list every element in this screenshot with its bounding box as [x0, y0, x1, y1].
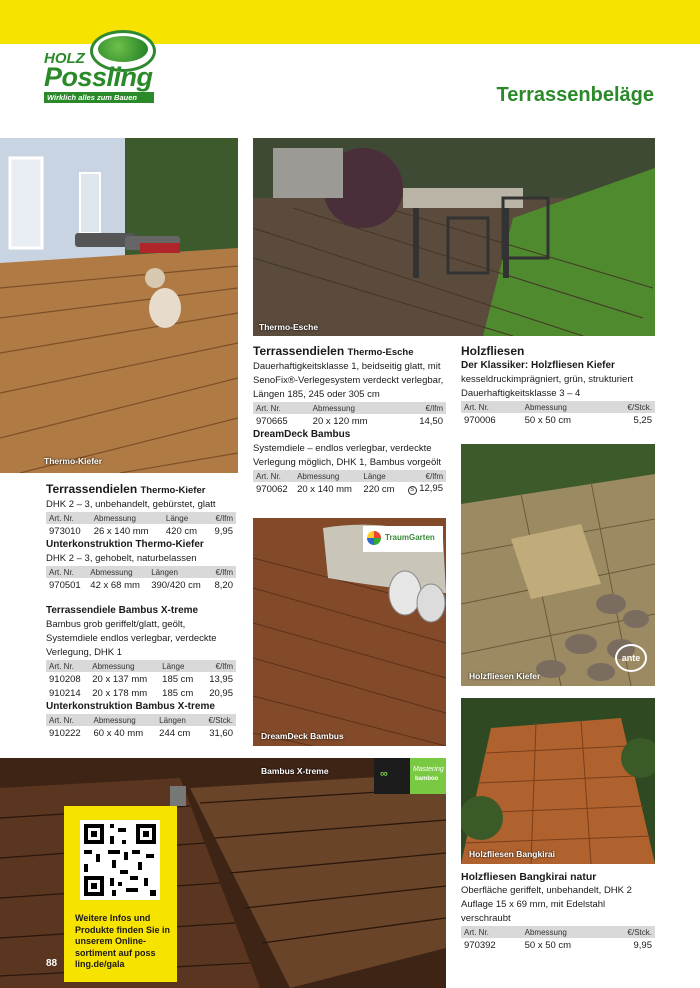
table-row — [253, 414, 446, 428]
table-header-cell: €/lfm — [207, 512, 236, 524]
price-table — [46, 512, 236, 538]
qr-code[interactable] — [80, 820, 160, 900]
product-title: Unterkonstruktion Bambus X-treme — [46, 701, 215, 712]
table-cell: 60 x 40 mm — [93, 727, 144, 739]
table-header-cell: Abmessung — [310, 402, 402, 414]
table-header-cell: €/Stck. — [606, 401, 655, 413]
table-cell: 970665 — [256, 415, 288, 427]
traumgarten-badge — [363, 526, 443, 552]
table-header-cell: Länge — [360, 470, 400, 482]
price-table — [46, 660, 236, 700]
photo-holzfliesen-kiefer — [461, 444, 655, 686]
title-variant: Thermo-Kiefer — [140, 485, 206, 496]
table-cell: 9,95 — [633, 939, 652, 951]
tree-crown-icon — [98, 36, 148, 62]
photo-dreamdeck — [253, 518, 446, 746]
table-header-cell: Länge — [163, 512, 207, 524]
table-cell: 970501 — [49, 579, 81, 591]
table-cell: 9,95 — [214, 525, 233, 537]
table-header-cell: Länge — [159, 660, 202, 672]
table-cell: 20 x 120 mm — [312, 415, 368, 427]
product-desc: DHK 2 – 3, unbehandelt, gebürstet, glatt — [46, 499, 216, 510]
caption-bambus-xtreme: Bambus X-treme — [261, 766, 329, 776]
table-header-cell: Art. Nr. — [461, 926, 522, 938]
table-cell: 50 x 50 cm — [524, 414, 572, 426]
table-cell: 20 x 140 mm — [297, 483, 352, 495]
logo-name: Possling — [44, 62, 153, 92]
product-title: Holzfliesen — [461, 344, 525, 358]
deck-illustration — [0, 138, 238, 473]
product-desc: Systemdiele – endlos verlegbar, verdeckte Verlegung möglich, DHK 1, Bambus vorgeölt — [253, 443, 441, 468]
bangkirai-illustration — [461, 698, 655, 864]
table-cell: 970062 — [256, 483, 288, 495]
table-header-cell: €/lfm — [401, 402, 446, 414]
product-title — [46, 482, 236, 498]
table-cell: 185 cm — [162, 687, 194, 699]
caption-thermo-kiefer: Thermo-Kiefer — [44, 456, 103, 466]
table-header-row — [461, 401, 655, 413]
product-desc: Oberfläche geriffelt, unbehandelt, DHK 2 Auflage 15 x 69 mm, mit Edelstahl verschraubt — [461, 885, 632, 924]
page-title: Terrassenbeläge — [496, 84, 654, 106]
table-cell: 910222 — [49, 727, 81, 739]
table-header-cell: Art. Nr. — [253, 402, 310, 414]
table-row — [46, 686, 236, 700]
dreamdeck-illustration — [253, 518, 446, 746]
price-table — [253, 402, 446, 428]
moso-logo — [374, 758, 410, 794]
traumgarten-icon — [367, 531, 381, 545]
product-column-3-bottom — [461, 870, 655, 952]
table-header-cell: Abmessung — [294, 470, 360, 482]
logo-tagline: Wirklich alles zum Bauen — [44, 92, 154, 103]
moso-icon: ∞ — [380, 768, 388, 780]
table-header-row — [461, 926, 655, 938]
table-header-cell: Abmessung — [89, 660, 159, 672]
product-column-3 — [461, 344, 655, 427]
table-cell: 970392 — [464, 939, 496, 951]
price-table — [253, 470, 446, 496]
table-header-cell: Längen — [148, 566, 209, 578]
qr-pattern — [80, 820, 160, 900]
product-desc: Bambus grob geriffelt/glatt, geölt, Systemdiele endlos verlegbar, verdeckte Verlegung, DHK 1 — [46, 619, 217, 658]
table-cell: 20 x 137 mm — [92, 673, 148, 685]
caption-holzfliesen-bangkirai: Holzfliesen Bangkirai — [469, 849, 555, 859]
caption-dreamdeck: DreamDeck Bambus — [261, 731, 344, 741]
product-column-2 — [253, 344, 446, 496]
title-variant: Thermo-Esche — [347, 347, 414, 358]
table-row — [461, 938, 655, 952]
price-table — [461, 401, 655, 427]
photo-thermo-esche — [253, 138, 655, 336]
table-header-cell: Art. Nr. — [253, 470, 294, 482]
product-title: Holzfliesen Bangkirai natur — [461, 871, 597, 883]
logo-holz: HOLZ — [44, 50, 85, 67]
photo-thermo-kiefer — [0, 138, 238, 473]
table-cell: 185 cm — [162, 673, 194, 685]
product-desc: kesseldruckimprägniert, grün, strukturiert Dauerhaftigkeitsklasse 3 – 4 — [461, 374, 634, 399]
table-cell: 973010 — [49, 525, 81, 537]
ante-badge: ante — [615, 644, 647, 672]
table-cell: S 12,95 — [401, 482, 446, 496]
table-cell: 910214 — [49, 687, 81, 699]
table-header-cell: Art. Nr. — [46, 512, 91, 524]
table-header-row — [46, 714, 236, 726]
table-header-cell: €/lfm — [401, 470, 446, 482]
table-header-row — [253, 470, 446, 482]
table-header-row — [46, 566, 236, 578]
product-desc: DHK 2 – 3, gehobelt, naturbelassen — [46, 553, 197, 564]
price-table — [46, 714, 236, 740]
product-title: Unterkonstruktion Thermo-Kiefer — [46, 539, 204, 550]
table-header-cell: Art. Nr. — [46, 714, 91, 726]
table-header-cell: Art. Nr. — [46, 566, 87, 578]
photo-holzfliesen-bangkirai — [461, 698, 655, 864]
table-header-cell: Abmessung — [91, 512, 163, 524]
table-cell: 5,25 — [633, 414, 652, 426]
table-header-cell: €/lfm — [209, 566, 236, 578]
table-cell: 244 cm — [159, 727, 191, 739]
table-cell: 31,60 — [209, 727, 233, 739]
page-number: 88 — [46, 958, 58, 969]
product-column-1 — [46, 482, 236, 740]
caption-holzfliesen-kiefer: Holzfliesen Kiefer — [469, 671, 541, 681]
qr-info-box[interactable] — [64, 806, 177, 982]
title-terrassendielen: Terrassendielen — [253, 344, 345, 358]
patio-illustration — [253, 138, 655, 336]
table-cell: 8,20 — [214, 579, 233, 591]
table-header-cell: €/Stck. — [200, 714, 236, 726]
table-row — [46, 672, 236, 686]
table-cell: 220 cm — [363, 483, 395, 495]
product-title: Terrassendiele Bambus X-treme — [46, 605, 199, 616]
price-table — [46, 566, 236, 592]
possling-logo[interactable] — [44, 30, 160, 102]
table-cell: 970006 — [464, 414, 496, 426]
title-terrassendielen: Terrassendielen — [46, 482, 138, 496]
table-header-cell: Art. Nr. — [46, 660, 89, 672]
table-header-cell: Art. Nr. — [461, 401, 522, 413]
table-row — [46, 578, 236, 592]
product-title: DreamDeck Bambus — [253, 429, 351, 440]
table-header-row — [46, 660, 236, 672]
table-cell: 20,95 — [209, 687, 233, 699]
table-cell: 390/420 cm — [151, 579, 201, 591]
table-cell: 910208 — [49, 673, 81, 685]
table-header-cell: Abmessung — [522, 401, 606, 413]
table-header-cell: €/lfm — [202, 660, 236, 672]
price-table — [461, 926, 655, 952]
product-desc: Dauerhaftigkeitsklasse 1, beidseitig glatt, mit SenoFix®-Verlegesystem verdeckt verlegbar, Längen 185, 245 oder 305 cm — [253, 361, 444, 400]
table-cell: 50 x 50 cm — [524, 939, 572, 951]
special-badge: S — [408, 486, 417, 495]
table-cell: 20 x 178 mm — [92, 687, 148, 699]
product-subtitle: Der Klassiker: Holzfliesen Kiefer — [461, 360, 615, 371]
table-cell: 42 x 68 mm — [90, 579, 140, 591]
table-cell: 420 cm — [165, 525, 198, 537]
qr-info-text: Weitere Infos und Produkte finden Sie in unserem Online-sortiment auf poss ling.de/gala — [75, 913, 171, 969]
table-cell: 14,50 — [419, 415, 443, 427]
table-cell: 13,95 — [209, 673, 233, 685]
table-header-cell: Abmessung — [522, 926, 606, 938]
table-header-cell: Längen — [156, 714, 200, 726]
table-header-cell: €/Stck. — [606, 926, 655, 938]
caption-thermo-esche: Thermo-Esche — [259, 322, 319, 332]
table-row — [46, 726, 236, 740]
table-row — [46, 524, 236, 538]
table-header-row — [46, 512, 236, 524]
table-header-cell: Abmessung — [91, 714, 157, 726]
mastering-bamboo-logo: Mastering bamboo — [410, 758, 446, 794]
table-header-row — [253, 402, 446, 414]
table-row — [461, 413, 655, 427]
table-header-cell: Abmessung — [87, 566, 148, 578]
table-cell: 26 x 140 mm — [93, 525, 149, 537]
traumgarten-label: TraumGarten — [385, 533, 435, 542]
table-row — [253, 482, 446, 496]
